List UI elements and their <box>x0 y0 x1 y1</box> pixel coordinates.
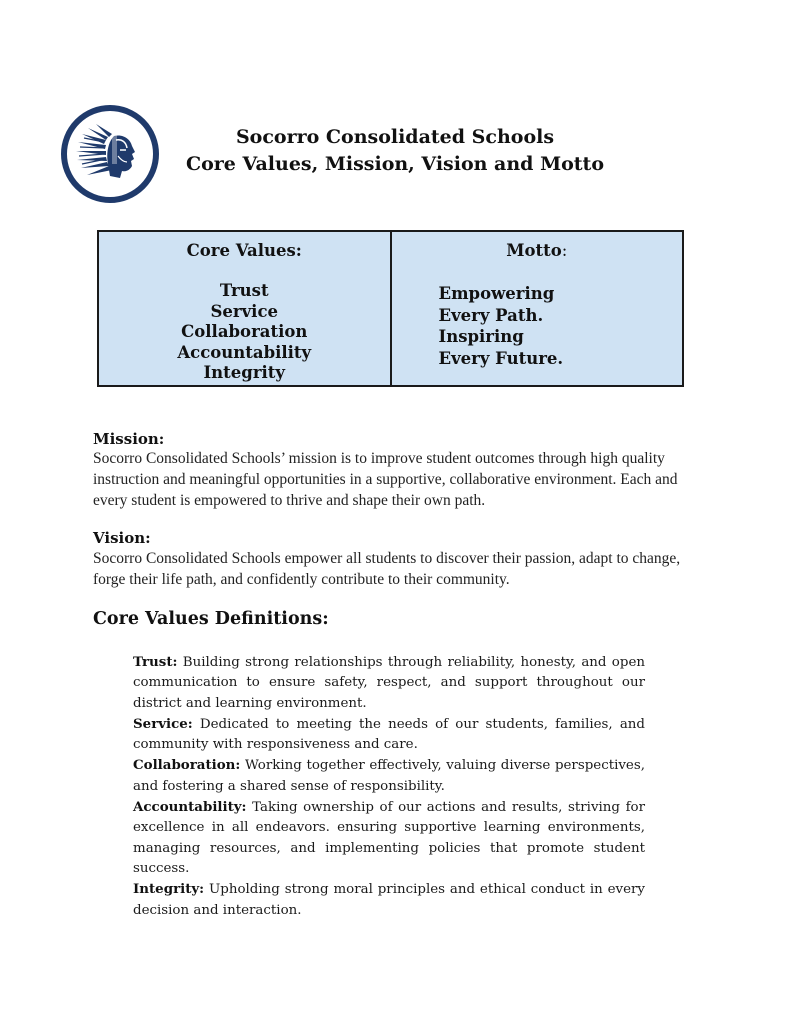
motto-line: Empowering <box>438 284 555 303</box>
school-logo <box>60 104 160 204</box>
vision-heading: Vision: <box>93 529 151 547</box>
definition-collaboration <box>133 755 645 797</box>
motto-heading <box>392 241 683 261</box>
mission-text: Socorro Consolidated Schools’ mission is to improve student outcomes through high quality instruction and meaningful opportunities in a supportive, collaborative environment. Each and every student is empowered to thrive and shape their own path. <box>93 450 678 509</box>
definition-term: Collaboration: <box>133 757 241 774</box>
mission-heading: Mission: <box>93 430 165 448</box>
motto-cell <box>392 232 683 385</box>
definitions-list <box>133 652 645 921</box>
definitions-heading: Core Values Definitions: <box>93 609 329 629</box>
definition-text: Upholding strong moral principles and ethical conduct in every decision and interaction. <box>133 882 645 918</box>
motto-line: Inspiring <box>438 327 524 346</box>
definition-term: Accountability: <box>133 799 247 816</box>
core-value-item: Collaboration <box>181 322 308 341</box>
definition-text: Building strong relationships through reliability, honesty, and open communication to ensure safety, respect, and support throughout our district and learning environment. <box>133 655 645 711</box>
core-value-item: Service <box>210 301 278 321</box>
definition-accountability <box>133 797 645 879</box>
definition-text: Working together effectively, valuing diverse perspectives, and fostering a shared sense of responsibility. <box>133 758 645 794</box>
definition-trust <box>133 652 645 714</box>
school-mascot-logo-icon <box>60 104 160 204</box>
motto-lines <box>439 283 683 369</box>
core-value-item: Integrity <box>203 363 286 382</box>
core-values-cell <box>99 232 392 385</box>
vision-text: Socorro Consolidated Schools empower all students to discover their passion, adapt to change, forge their life path, and confidently contribute to their community. <box>93 550 681 588</box>
title-line-2: Core Values, Mission, Vision and Motto <box>185 153 605 175</box>
definition-text: Dedicated to meeting the needs of our students, families, and community with responsiveness and care. <box>133 716 645 753</box>
core-values-heading: Core Values: <box>186 241 302 260</box>
motto-heading-text: Motto <box>506 241 562 260</box>
page-title <box>150 124 640 178</box>
motto-line: Every Path. <box>438 305 544 325</box>
core-value-item: Accountability <box>177 342 312 362</box>
definition-text: Taking ownership of our actions and results, striving for excellence in all endeavors. ensuring supportive learning environments, managing resources, and implementing policies that promote student success. <box>133 800 645 876</box>
core-value-item: Trust <box>219 281 269 300</box>
title-line-1: Socorro Consolidated Schools <box>235 126 555 148</box>
definition-service <box>133 714 645 756</box>
values-motto-table <box>97 230 684 387</box>
definition-term: Trust: <box>133 654 178 670</box>
definition-term: Service: <box>133 715 193 732</box>
motto-heading-colon: : <box>561 241 568 260</box>
motto-line: Every Future. <box>438 348 564 368</box>
definition-integrity <box>133 879 645 921</box>
definition-term: Integrity: <box>133 881 205 898</box>
core-values-list <box>99 281 390 384</box>
